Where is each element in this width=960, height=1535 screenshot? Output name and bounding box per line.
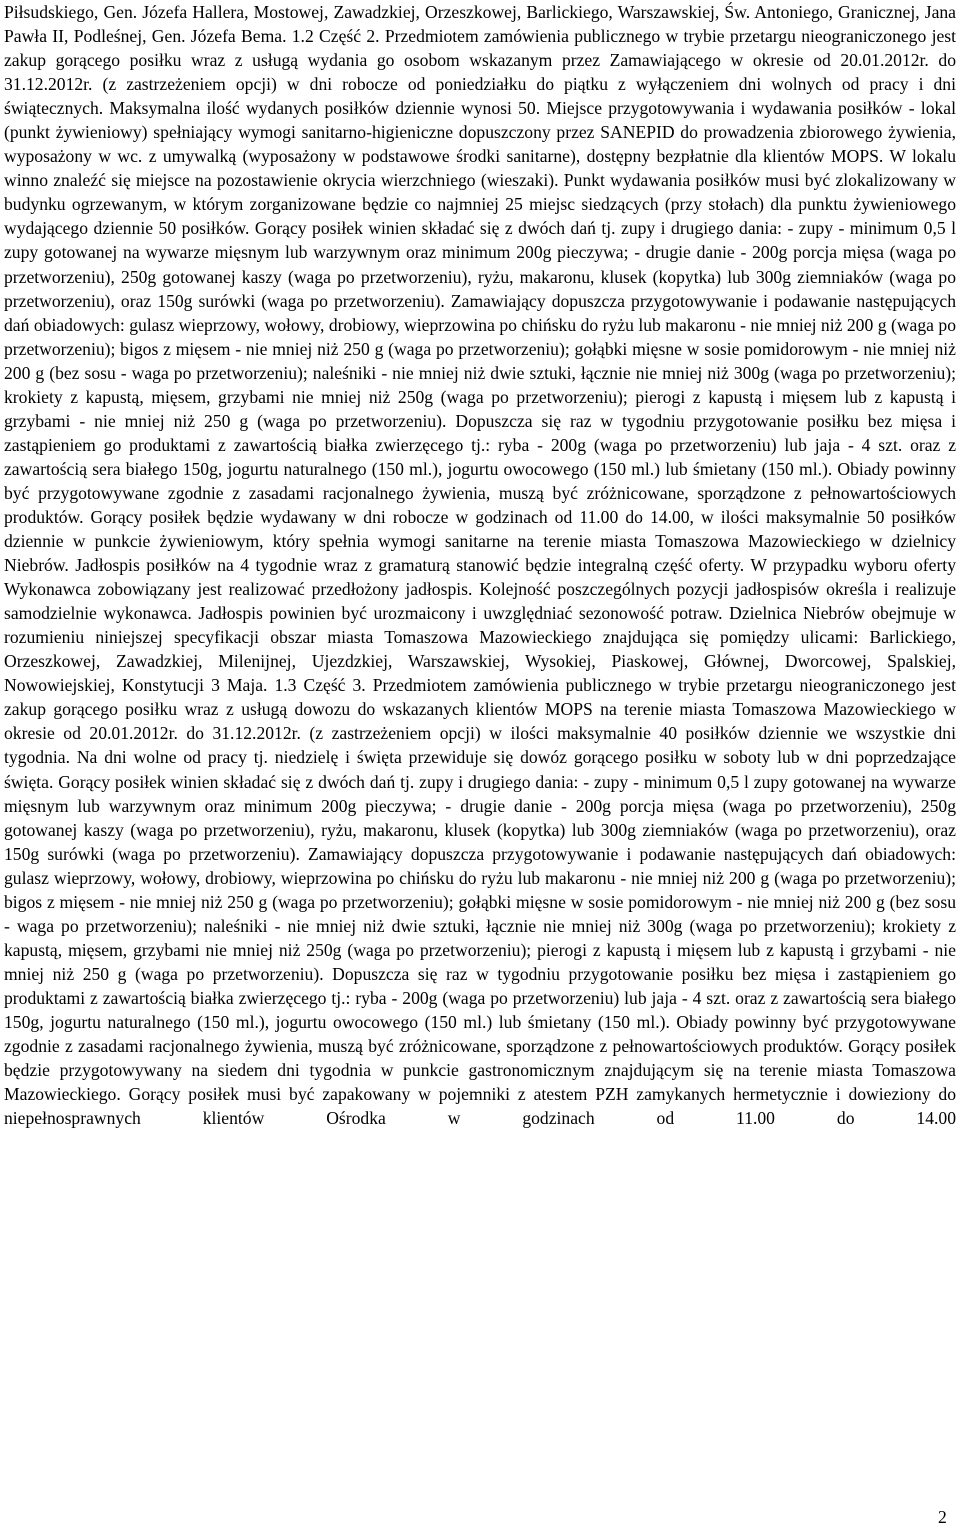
page-number: 2 (938, 1507, 947, 1527)
document-body-paragraph: Piłsudskiego, Gen. Józefa Hallera, Mostowej, Zawadzkiej, Orzeszkowej, Barlickiego, Warszawskiej, Św. Antoniego, Granicznej, Jana Pawła II, Podleśnej, Gen. Józefa Bema. 1.2 Część 2. Przedmiotem zamówienia publicznego w trybie przetargu nieograniczonego jest zakup gorącego posiłku wraz z usługą wydania go osobom wskazanym przez Zamawiającego w okresie od 20.01.2012r. do 31.12.2012r. (z zastrzeżeniem opcji) w dni robocze od poniedziałku do piątku z wyłączeniem dni wolnych od pracy i dni świątecznych. Maksymalna ilość wydanych posiłków dziennie wynosi 50. Miejsce przygotowywania i wydawania posiłków - lokal (punkt żywieniowy) spełniający wymogi sanitarno-higieniczne dopuszczony przez SANEPID do prowadzenia zbiorowego żywienia, wyposażony w wc. z umywalką (wyposażony w podstawowe środki sanitarne), dostępny bezpłatnie dla klientów MOPS. W lokalu winno znaleźć się miejsce na pozostawienie okrycia wierzchniego (wieszaki). Punkt wydawania posiłków musi być zlokalizowany w budynku ogrzewanym, w którym zorganizowane będzie co najmniej 25 miejsc siedzących (przy stołach) dla punktu żywieniowego wydającego dziennie 50 posiłków. Gorący posiłek winien składać się z dwóch dań tj. zupy i drugiego dania: - zupy - minimum 0,5 l zupy gotowanej na wywarze mięsnym lub warzywnym oraz minimum 200g pieczywa; - drugie danie - 200g porcja mięsa (waga po przetworzeniu), 250g gotowanej kaszy (waga po przetworzeniu), ryżu, makaronu, klusek (kopytka) lub 300g ziemniaków (waga po przetworzeniu), oraz 150g surówki (waga po przetworzeniu). Zamawiający dopuszcza przygotowywanie i podawanie następujących dań obiadowych: gulasz wieprzowy, wołowy, drobiowy, wieprzowina po chińsku do ryżu lub makaronu - nie mniej niż 200 g (waga po przetworzeniu); bigos z mięsem - nie mniej niż 250 g (waga po przetworzeniu); gołąbki mięsne w sosie pomidorowym - nie mniej niż 200 g (bez sosu - waga po przetworzeniu); naleśniki - nie mniej niż dwie sztuki, łącznie nie mniej niż 300g (waga po przetworzeniu); krokiety z kapustą, mięsem, grzybami nie mniej niż 250g (waga po przetworzeniu); pierogi z kapustą i mięsem lub z kapustą i grzybami - nie mniej niż 250 g (waga po przetworzeniu). Dopuszcza się raz w tygodniu przygotowanie posiłku bez mięsa i zastąpieniem go produktami z zawartością białka zwierzęcego tj.: ryba - 200g (waga po przetworzeniu) lub jaja - 4 szt. oraz z zawartością sera białego 150g, jogurtu naturalnego (150 ml.), jogurtu owocowego (150 ml.) lub śmietany (150 ml.). Obiady powinny być przygotowywane zgodnie z zasadami racjonalnego żywienia, muszą być zróżnicowane, sporządzone z pełnowartościowych produktów. Gorący posiłek będzie wydawany w dni robocze w godzinach od 11.00 do 14.00, w ilości maksymalnie 50 posiłków dziennie w punkcie żywieniowym, który spełnia wymogi sanitarne na terenie miasta Tomaszowa Mazowieckiego w dzielnicy Niebrów. Jadłospis posiłków na 4 tygodnie wraz z gramaturą stanowić będzie integralną część oferty. W przypadku wyboru oferty Wykonawca zobowiązany jest realizować przedłożony jadłospis. Kolejność poszczególnych pozycji jadłospisów określa i realizuje samodzielnie wykonawca. Jadłospis powinien być urozmaicony i uwzględniać sezonowość potraw. Dzielnica Niebrów obejmuje w rozumieniu niniejszej specyfikacji obszar miasta Tomaszowa Mazowieckiego znajdująca się pomiędzy ulicami: Barlickiego, Orzeszkowej, Zawadzkiej, Milenijnej, Ujezdzkiej, Warszawskiej, Wysokiej, Piaskowej, Głównej, Dworcowej, Spalskiej, Nowowiejskiej, Konstytucji 3 Maja. 1.3 Część 3. Przedmiotem zamówienia publicznego w trybie przetargu nieograniczonego jest zakup gorącego posiłku wraz z usługą dowozu do wskazanych klientów MOPS na terenie miasta Tomaszowa Mazowieckiego w okresie od 20.01.2012r. do 31.12.2012r. (z zastrzeżeniem opcji) w ilości maksymalnie 40 posiłków dziennie we wszystkie dni tygodnia. Na dni wolne od pracy tj. niedzielę i święta przewiduje się dowóz gorącego posiłku w soboty lub w dni poprzedzające święta. Gorący posiłek winien składać się z dwóch dań tj. zupy i drugiego dania: - zupy - minimum 0,5 l zupy gotowanej na wywarze mięsnym lub warzywnym oraz minimum 200g pieczywa; - drugie danie - 200g porcja mięsa (waga po przetworzeniu), 250g gotowanej kaszy (waga po przetworzeniu), ryżu, makaronu, klusek (kopytka) lub 300g ziemniaków (waga po przetworzeniu), oraz 150g surówki (waga po przetworzeniu). Zamawiający dopuszcza przygotowywanie i podawanie następujących dań obiadowych: gulasz wieprzowy, wołowy, drobiowy, wieprzowina po chińsku do ryżu lub makaronu - nie mniej niż 200 g (waga po przetworzeniu); bigos z mięsem - nie mniej niż 250 g (waga po przetworzeniu); gołąbki mięsne w sosie pomidorowym - nie mniej niż 200 g (bez sosu - waga po przetworzeniu); naleśniki - nie mniej niż dwie sztuki, łącznie nie mniej niż 300g (waga po przetworzeniu); krokiety z kapustą, mięsem, grzybami nie mniej niż 250g (waga po przetworzeniu); pierogi z kapustą i mięsem lub z kapustą i grzybami - nie mniej niż 250 g (waga po przetworzeniu). Dopuszcza się raz w tygodniu przygotowanie posiłku bez mięsa i zastąpieniem go produktami z zawartością białka zwierzęcego tj.: ryba - 200g (waga po przetworzeniu) lub jaja - 4 szt. oraz z zawartością sera białego 150g, jogurtu naturalnego (150 ml.), jogurtu owocowego (150 ml.) lub śmietany (150 ml.). Obiady powinny być przygotowywane zgodnie z zasadami racjonalnego żywienia, muszą być zróżnicowane, sporządzone z pełnowartościowych produktów. Gorący posiłek będzie przygotowywany na siedem dni tygodnia w punkcie gastronomicznym znajdującym się na terenie miasta Tomaszowa Mazowieckiego. Gorący posiłek musi być zapakowany w pojemniki z atestem PZH zamykanych hermetycznie i dowieziony do niepełnosprawnych klientów Ośrodka w godzinach od 11.00 do 14.00 (4, 2, 956, 1129)
